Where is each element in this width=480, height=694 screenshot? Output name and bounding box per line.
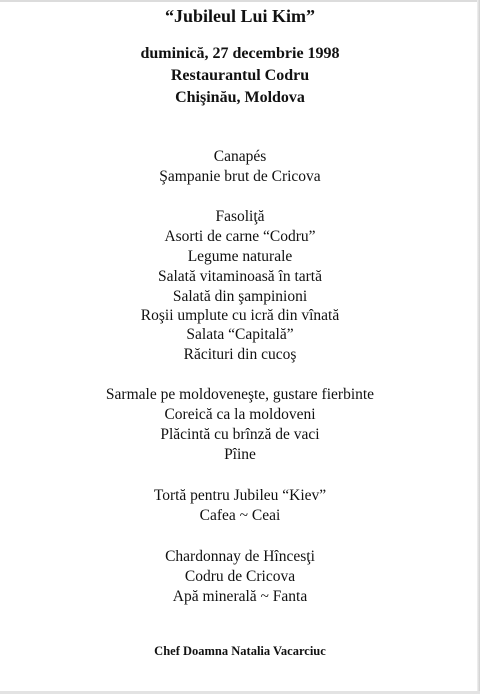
- menu-item: Salată din şampinioni: [172, 288, 308, 305]
- menu-item: Canapés: [213, 148, 267, 165]
- menu-item: Pîine: [224, 446, 256, 463]
- menu-item: Legume naturale: [187, 248, 293, 265]
- menu-item: Plăcintă cu brînză de vaci: [160, 426, 320, 443]
- menu-item: Fasoliţă: [215, 208, 265, 225]
- scan-edge-top: [0, 0, 480, 2]
- menu-item: Cafea ~ Ceai: [199, 507, 281, 524]
- menu-item: Asorti de carne “Codru”: [164, 228, 316, 245]
- event-city: Chişinău, Moldova: [175, 89, 305, 106]
- menu-item: Salata “Capitală”: [186, 326, 294, 343]
- menu-item: Apă minerală ~ Fanta: [172, 588, 308, 605]
- menu-item: Salată vitaminoasă în tartă: [158, 268, 322, 285]
- menu-item: Codru de Cricova: [184, 568, 296, 585]
- event-venue: Restaurantul Codru: [170, 67, 310, 84]
- menu-item: Roşii umplute cu icră din vînată: [140, 307, 340, 324]
- chef-signature: Chef Doamna Natalia Vacarciuc: [154, 644, 326, 658]
- menu-item: Sarmale pe moldoveneşte, gustare fierbinte: [105, 386, 375, 403]
- menu-item: Tortă pentru Jubileu “Kiev”: [153, 487, 327, 504]
- menu-item: Coreică ca la moldoveni: [164, 406, 316, 423]
- menu-item: Răcituri din cucoş: [183, 346, 297, 363]
- menu-item: Chardonnay de Hîncesţi: [165, 548, 315, 565]
- event-title: “Jubileul Lui Kim”: [164, 6, 316, 26]
- menu-item: Şampanie brut de Cricova: [159, 168, 321, 185]
- event-date: duminică, 27 decembrie 1998: [140, 45, 340, 62]
